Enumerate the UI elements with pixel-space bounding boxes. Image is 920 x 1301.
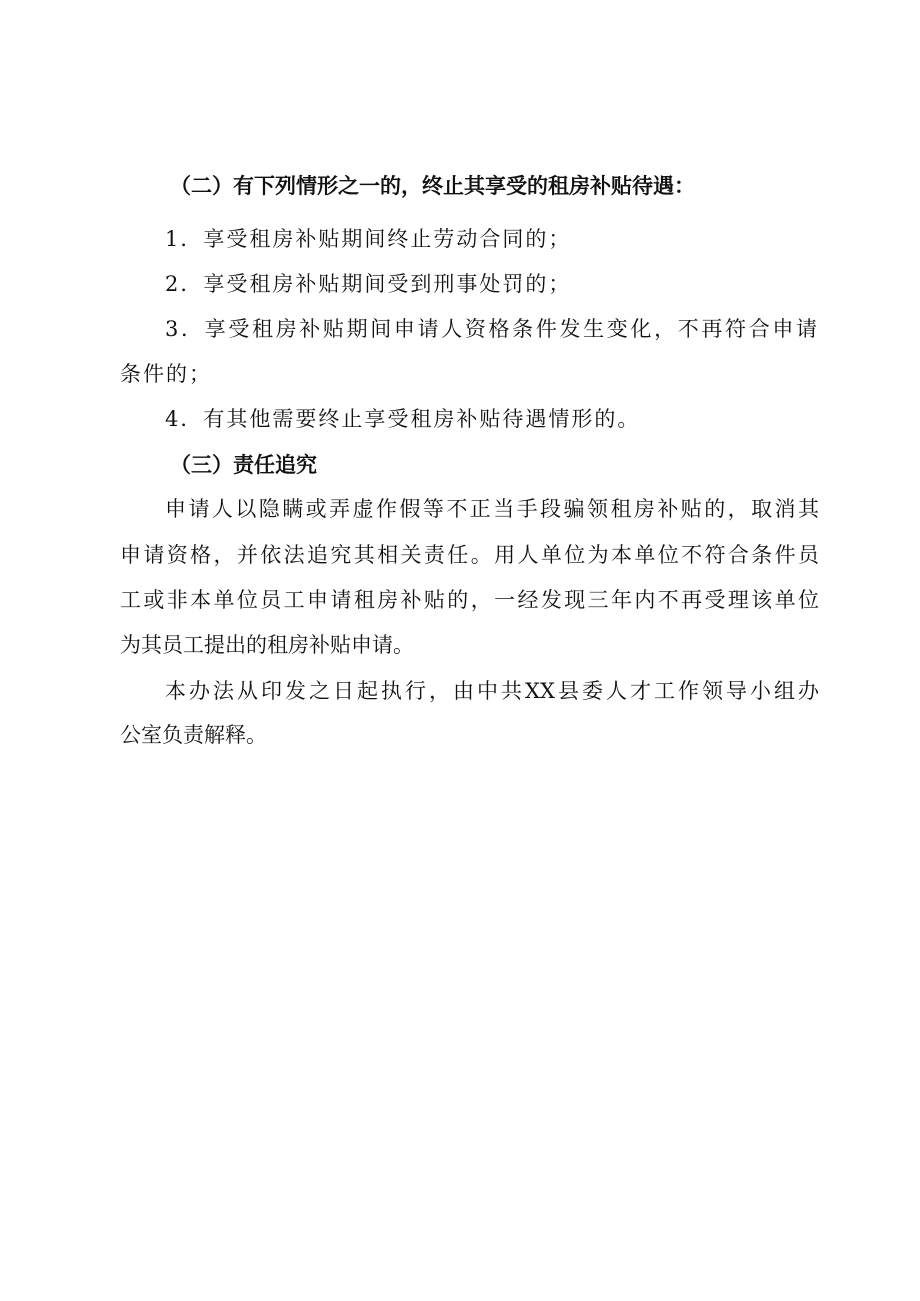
responsibility-paragraph-line-2: 申请资格，并依法追究其相关责任。用人单位为本单位不符合条件员 xyxy=(120,543,819,567)
responsibility-paragraph-line-1: 申请人以隐瞒或弄虚作假等不正当手段骗领租房补贴的，取消其 xyxy=(165,497,819,521)
responsibility-paragraph-line-4: 为其员工提出的租房补贴申请。 xyxy=(120,633,414,657)
list-item-3-line-1: 3．享受租房补贴期间申请人资格条件发生变化，不再符合申请 xyxy=(165,317,819,341)
list-item-1: 1．享受租房补贴期间终止劳动合同的； xyxy=(165,227,572,251)
list-item-2: 2．享受租房补贴期间受到刑事处罚的； xyxy=(165,272,572,296)
section3-heading: （三）责任追究 xyxy=(170,452,317,477)
closing-paragraph-line-1: 本办法从印发之日起执行，由中共XX县委人才工作领导小组办 xyxy=(165,679,819,703)
list-item-3-line-2: 条件的； xyxy=(120,362,212,386)
section2-heading: （二）有下列情形之一的，终止其享受的租房补贴待遇： xyxy=(170,173,695,198)
list-item-4: 4．有其他需要终止享受租房补贴待遇情形的。 xyxy=(165,407,641,431)
responsibility-paragraph-line-3: 工或非本单位员工申请租房补贴的，一经发现三年内不再受理该单位 xyxy=(120,588,819,612)
closing-paragraph-line-2: 公室负责解释。 xyxy=(120,723,267,747)
